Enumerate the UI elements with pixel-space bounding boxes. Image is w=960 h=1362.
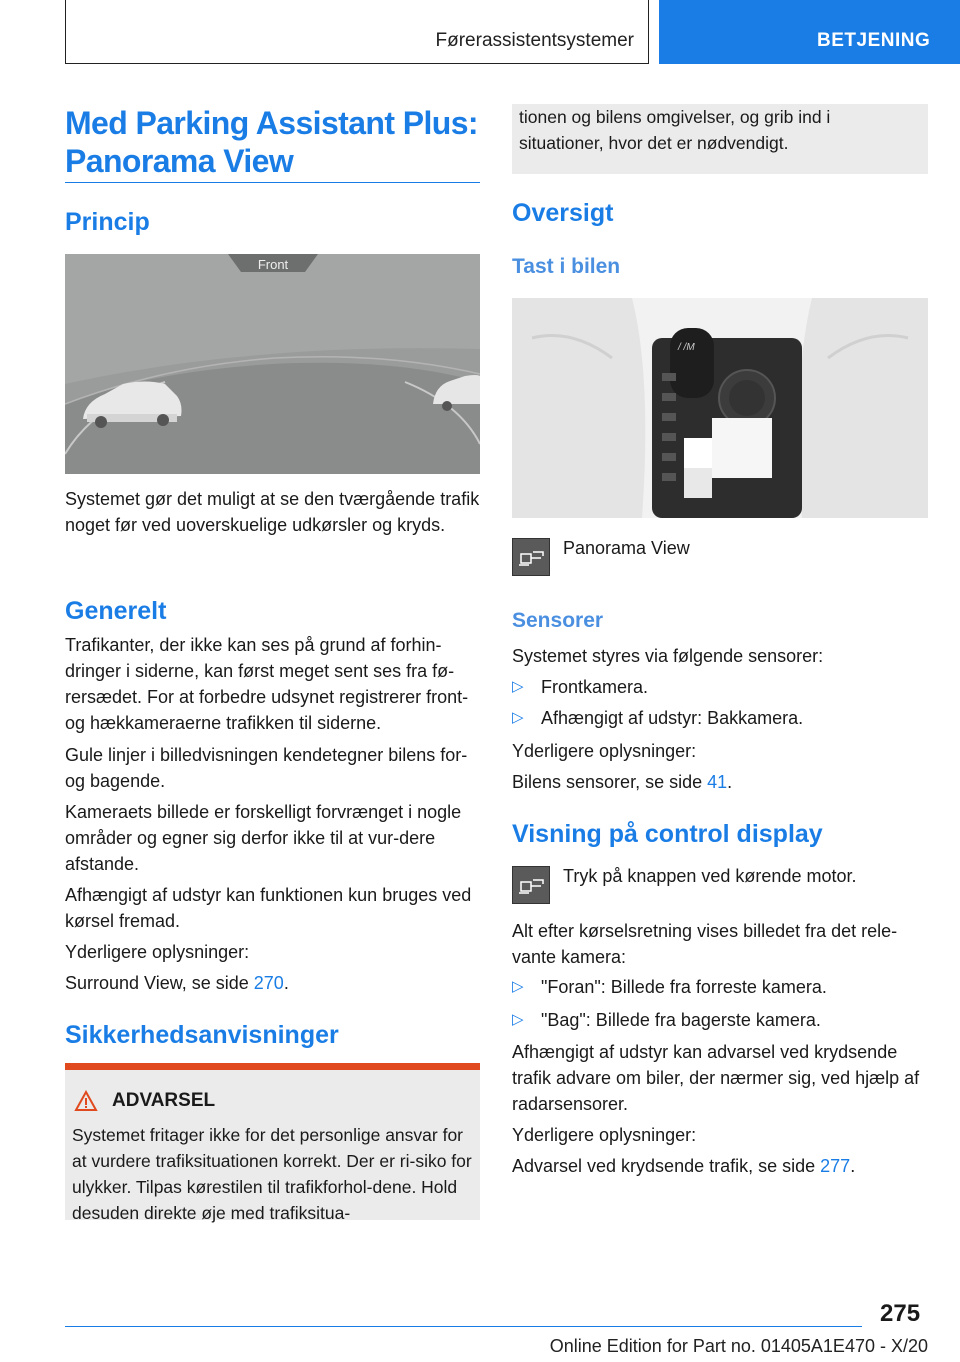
footer-edition: Online Edition for Part no. 01405A1E470 - X/20 — [549, 1336, 928, 1356]
bullet-triangle-icon: ▷ — [512, 709, 524, 726]
header-section-box — [65, 0, 649, 64]
sensorer-reference — [512, 769, 732, 795]
title-divider — [65, 182, 480, 183]
section-title: Førerassistentsystemer — [435, 30, 634, 51]
visning-reference-end: . — [850, 1156, 856, 1176]
heading-visning: Visning på control display — [512, 820, 823, 848]
generelt-paragraph-3: Kameraets billede er forskelligt forvrænget i nogle områder og egner sig derfor ikke til at vur-dere afstande. — [65, 802, 462, 874]
visning-button-icon[interactable] — [512, 866, 550, 904]
visning-reference-text: Advarsel ved krydsende trafik, se side — [512, 1156, 821, 1176]
warning-box-continued — [512, 104, 928, 174]
warning-box — [65, 1070, 480, 1223]
heading-sikkerhed: Sikkerhedsanvisninger — [65, 1021, 339, 1049]
page-number: 275 — [880, 1300, 921, 1327]
warning-text: Systemet fritager ikke for det personlige ansvar for at vurdere trafiksituationen korrekt. Der er ri-siko for ulykker. Tilpas kørestilen til trafikforhol-dene. Hold desuden direkte øje med trafiksitua- — [72, 1125, 472, 1223]
page-title: Med Parking Assistant Plus: Panorama View — [65, 105, 478, 179]
visning-button-text: Tryk på knappen ved kørende motor. — [563, 866, 857, 886]
bullet-triangle-icon: ▷ — [512, 678, 524, 695]
bullet-triangle-icon: ▷ — [512, 978, 524, 995]
sensorer-more: Yderligere oplysninger: — [512, 741, 697, 761]
generelt-reference-text: Surround View, se side — [65, 973, 254, 993]
generelt-reference-end: . — [283, 973, 289, 993]
console-image — [512, 298, 928, 518]
warning-triangle-icon — [74, 1090, 98, 1112]
heading-princip: Princip — [65, 208, 150, 236]
heading-tast-i-bilen: Tast i bilen — [512, 255, 621, 278]
bullet-triangle-icon: ▷ — [512, 1011, 524, 1028]
princip-text: Systemet gør det muligt at se den tværgående trafik noget før ved uoverskuelige udkørsler og kryds. — [65, 489, 480, 535]
generelt-paragraph-5: Yderligere oplysninger: — [65, 942, 250, 962]
warning-text-continued: tionen og bilens omgivelser, og grib ind i situationer, hvor det er nødvendigt. — [519, 107, 831, 153]
visning-more: Yderligere oplysninger: — [512, 1125, 697, 1145]
sensorer-reference-end: . — [727, 772, 733, 792]
visning-reference-link[interactable]: 277 — [820, 1156, 851, 1176]
visning-reference — [512, 1153, 855, 1179]
heading-oversigt: Oversigt — [512, 199, 614, 227]
camera-view-image — [65, 254, 480, 474]
generelt-reference — [65, 970, 480, 996]
heading-sensorer: Sensorer — [512, 609, 604, 632]
bullet-text: Afhængigt af udstyr: Bakkamera. — [541, 708, 804, 728]
panorama-view-button-icon[interactable] — [512, 538, 550, 576]
sensorer-reference-text: Bilens sensorer, se side — [512, 772, 708, 792]
footer-divider — [65, 1326, 862, 1327]
generelt-paragraph-2: Gule linjer i billedvisningen kendetegner bilens for- og bagende. — [65, 745, 468, 791]
visning-paragraph-1: Alt efter kørselsretning vises billedet fra det rele-vante kamera: — [512, 921, 898, 967]
panorama-view-icon — [513, 539, 549, 575]
generelt-reference-link[interactable]: 270 — [253, 973, 284, 993]
sensorer-intro: Systemet styres via følgende sensorer: — [512, 646, 824, 666]
chapter-tab-label: BETJENING — [817, 30, 931, 51]
svg-text:/ /M: / /M — [678, 342, 695, 353]
bullet-text: "Foran": Billede fra forreste kamera. — [541, 977, 827, 997]
generelt-paragraph-4: Afhængigt af udstyr kan funktionen kun bruges ved kørsel fremad. — [65, 885, 472, 931]
panorama-view-label: Panorama View — [563, 538, 690, 558]
chapter-tab[interactable] — [659, 0, 960, 64]
front-label: Front — [257, 257, 289, 272]
sensorer-reference-link[interactable]: 41 — [707, 772, 728, 792]
panorama-view-icon — [513, 867, 549, 903]
visning-paragraph-2: Afhængigt af udstyr kan advarsel ved krydsende trafik advare om biler, der nærmer sig, ved hjælp af radarsensorer. — [512, 1042, 920, 1114]
bullet-text: Frontkamera. — [541, 677, 649, 697]
warning-title: ADVARSEL — [112, 1090, 216, 1111]
bullet-text: "Bag": Billede fra bagerste kamera. — [541, 1010, 821, 1030]
warning-bar — [65, 1063, 480, 1070]
heading-generelt: Generelt — [65, 597, 167, 625]
generelt-paragraph-1: Trafikanter, der ikke kan ses på grund af forhin-dringer i siderne, kan først meget sent ses fra fø-rersædet. For at forbedre udsynet registrerer front- og hækkameraerne trafikken til siderne. — [65, 635, 469, 733]
